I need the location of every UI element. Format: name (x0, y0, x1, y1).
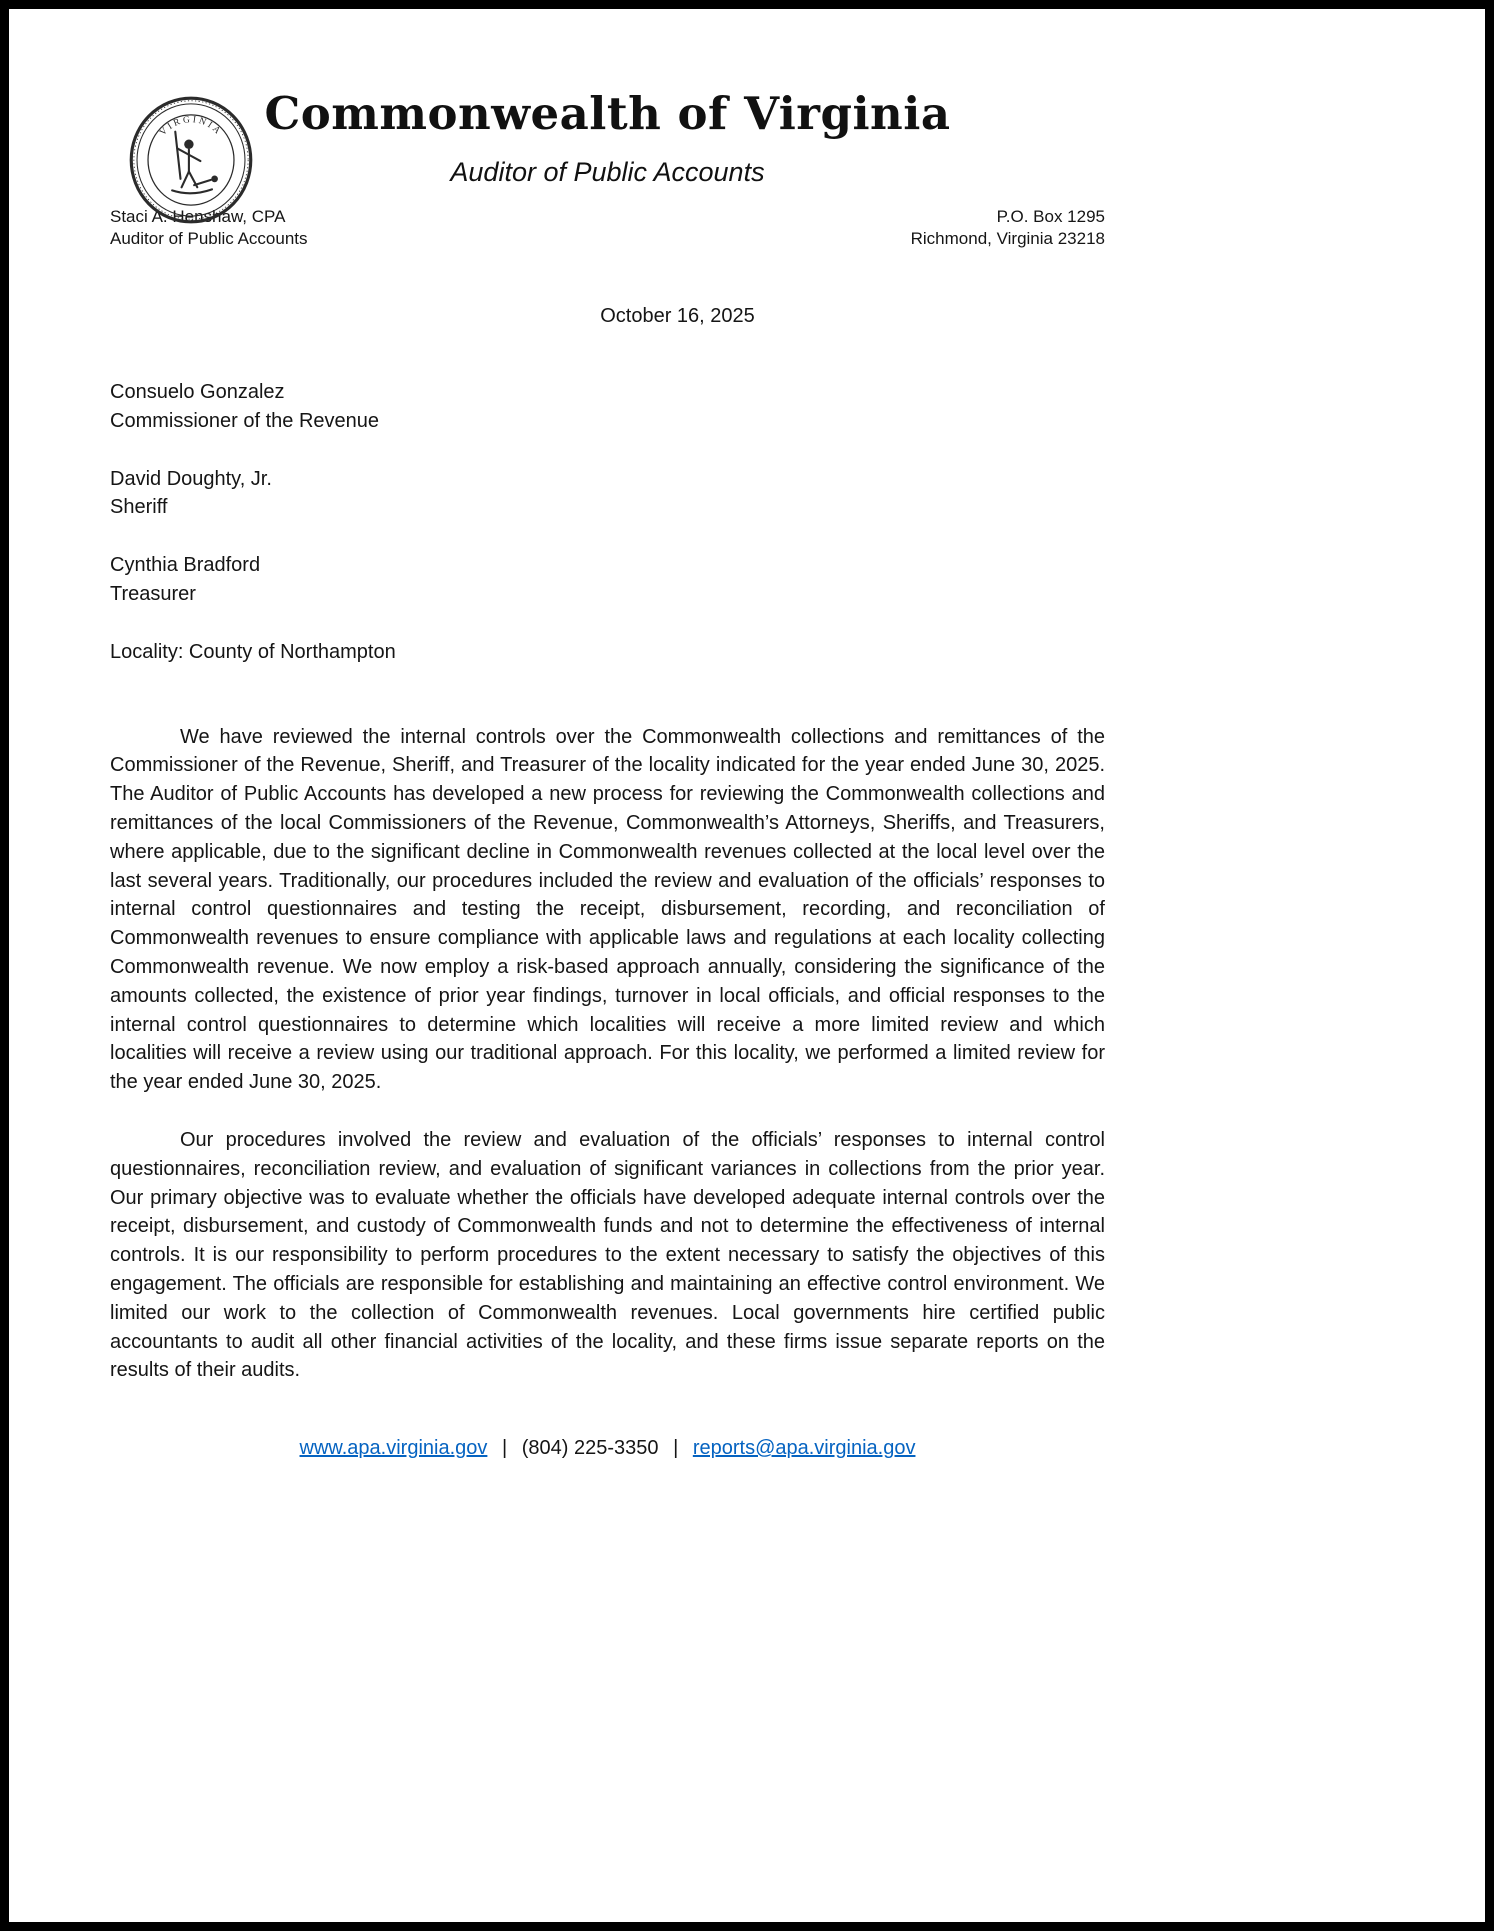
footer-separator: | (673, 1437, 679, 1460)
recipient (110, 551, 1105, 609)
email-link[interactable]: reports@apa.virginia.gov (692, 1437, 916, 1460)
letterhead (110, 89, 1105, 251)
recipient (110, 465, 1105, 523)
letter-page (9, 9, 1485, 1922)
recipient-title: Treasurer (110, 583, 196, 606)
seal-arc-text: VIRGINIA (158, 114, 224, 139)
recipient-title: Sheriff (110, 496, 168, 519)
virginia-state-seal-icon (128, 95, 254, 225)
recipient-title: Commissioner of the Revenue (110, 409, 380, 432)
virginia-state-seal-graphic (128, 95, 254, 225)
recipient-name: Cynthia Bradford (110, 554, 261, 577)
official-name: Staci A. Henshaw, CPA (110, 206, 286, 226)
recipient (110, 378, 1105, 436)
letter-date: October 16, 2025 (600, 305, 755, 328)
letterhead-contact-row (110, 206, 1105, 252)
phone-number: (804) 225-3350 (521, 1437, 659, 1460)
footer-separator: | (501, 1437, 508, 1460)
contact-footer (110, 1437, 1105, 1460)
seal-virtus-figure (172, 132, 218, 194)
address-line1: P.O. Box 1295 (996, 206, 1105, 226)
org-name: Commonwealth of Virginia (264, 87, 951, 140)
official-title: Auditor of Public Accounts (110, 229, 308, 249)
website-link[interactable]: www.apa.virginia.gov (299, 1437, 488, 1460)
recipients-block (110, 378, 1105, 667)
body-paragraph-2: Our procedures involved the review and evaluation of the officials’ responses to internal control questionnaires, reconciliation review, and evaluation of significant variances in collections from the prior year. Our primary objective was to evaluate whether the officials have developed adequate internal controls over the receipt, disbursement, and custody of Commonwealth funds and not to determine the effectiveness of internal controls. It is our responsibility to perform procedures to the extent necessary to satisfy the objectives of this engagement. The officials are responsible for establishing and maintaining an effective control environment. We limited our work to the collection of Commonwealth revenues. Local governments hire certified public accountants to audit all other financial activities of the locality, and these firms issue separate reports on the results of their audits. (110, 1128, 1105, 1382)
recipient-name: Consuelo Gonzalez (110, 381, 285, 404)
division-name: Auditor of Public Accounts (450, 156, 765, 187)
svg-text:VIRGINIA (158, 115, 224, 138)
body-paragraph-1: We have reviewed the internal controls over the Commonwealth collections and remittances of the Commissioner of the Revenue, Sheriff, and Treasurer of the locality indicated for the year ended June 30, 2025. The Auditor of Public Accounts has developed a new process for reviewing the Commonwealth collections and remittances of the local Commissioners of the Revenue, Commonwealth’s Attorneys, Sheriffs, and Treasurers, where applicable, due to the significant decline in Commonwealth revenues collected at the local level over the last several years. Traditionally, our procedures included the review and evaluation of the officials’ responses to internal control questionnaires and testing the receipt, disbursement, recording, and reconciliation of Commonwealth revenues to ensure compliance with applicable laws and regulations at each locality collecting Commonwealth revenue. We now employ a risk-based approach annually, considering the significance of the amounts collected, the existence of prior year findings, turnover in local officials, and official responses to the internal control questionnaires to determine which localities will receive a more limited review and which localities will receive a review using our traditional approach. For this locality, we performed a limited review for the year ended June 30, 2025. (110, 725, 1105, 1094)
address-line2: Richmond, Virginia 23218 (910, 229, 1105, 249)
letter-body (110, 305, 1105, 1385)
address-block (911, 206, 1105, 252)
locality-line: Locality: County of Northampton (110, 640, 396, 663)
recipient-name: David Doughty, Jr. (110, 467, 272, 490)
